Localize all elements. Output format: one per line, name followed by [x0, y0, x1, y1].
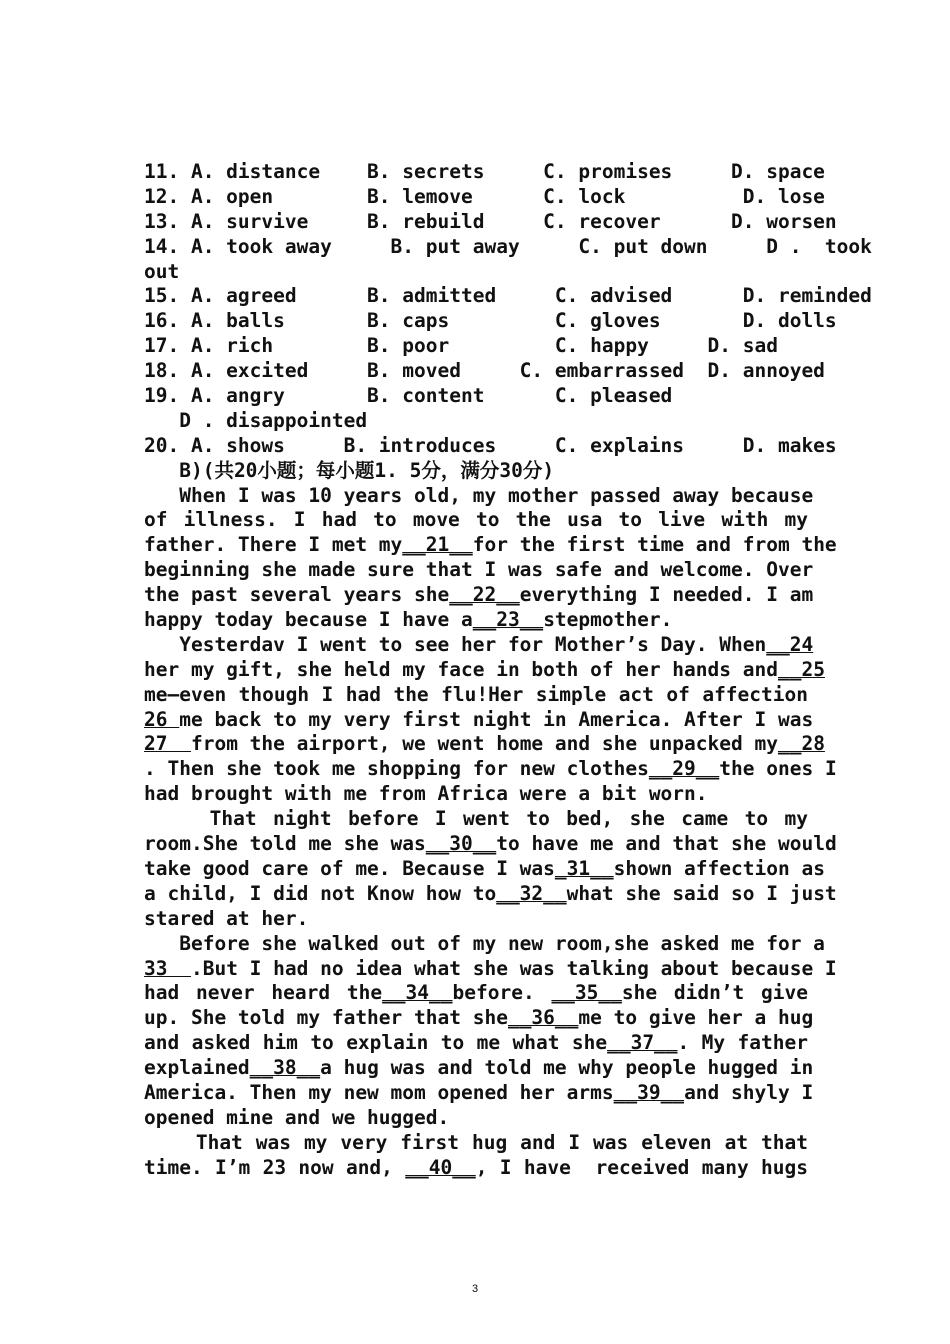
passage-line	[144, 1056, 814, 1081]
passage-text: her my gift, she held my face in both of her hands and	[144, 657, 778, 681]
passage-text: to have me and that she would	[496, 832, 837, 856]
passage-text: had brought with me from Africa were a bit worn.	[144, 782, 708, 806]
passage-text: When I was 10 years old, my mother passed away because	[144, 483, 814, 507]
option-line: 14. A. took away B. put away C. put down D . took	[144, 234, 872, 258]
passage-text: take good care of me. Because I was	[144, 856, 555, 880]
blank: 33	[144, 956, 191, 980]
passage-text: .But I had no idea what she was talking about because I	[190, 956, 837, 980]
passage-text: a hug was and told me why people hugged in	[320, 1056, 814, 1080]
passage-text: what she said so I just	[566, 881, 837, 905]
passage-line	[144, 782, 808, 807]
passage-text: from the airport, we went home and she unpacked my	[190, 732, 778, 756]
blank: __35__	[551, 981, 622, 1005]
passage-line	[144, 856, 825, 882]
section-heading: B)(共20小题；每小题1. 5分，满分30分)	[144, 458, 555, 482]
passage-line	[144, 881, 837, 907]
passage-text: beginning she made sure that I was safe and welcome. Over	[144, 558, 814, 582]
option-line: 13. A. survive B. rebuild C. recover D. worsen	[144, 209, 837, 233]
passage-text: Before she walked out of my new room,she asked me for a	[144, 931, 825, 955]
passage-line	[144, 583, 814, 608]
blank: 27	[144, 732, 191, 756]
blank: __36__	[507, 1006, 579, 1030]
blank: __21__	[402, 533, 473, 557]
option-line: 11. A. distance B. secrets C. promises D. space	[144, 160, 825, 183]
passage-text: me—even though I had the flu!Her simple act of affection	[144, 682, 808, 706]
passage-text: Yesterdav I went to see her for Mother’s Day. When	[144, 632, 767, 656]
answer-options	[144, 160, 872, 459]
option-line: 20. A. shows B. introduces C. explains D. makes	[144, 433, 837, 457]
passage-text: time. I’m 23 now and,	[144, 1155, 406, 1179]
passage-text: the past several years she	[144, 583, 450, 607]
option-line: 18. A. excited B. moved C. embarrassed D. annoyed	[144, 359, 825, 383]
passage-line	[144, 1080, 814, 1106]
passage-text: explained	[144, 1056, 250, 1080]
option-line: 12. A. open B. lemove C. lock D. lose	[144, 184, 825, 208]
passage-line	[144, 632, 814, 658]
passage-text: of illness. I had to move to the usa to live with my	[144, 508, 808, 532]
passage-text: shown affection as	[613, 856, 825, 880]
blank: __40__	[405, 1155, 476, 1179]
blank: __38__	[249, 1056, 321, 1080]
passage-text: the ones I	[719, 757, 837, 781]
passage-line	[144, 981, 808, 1006]
passage-line	[144, 533, 837, 558]
passage-text: had never heard the	[144, 981, 383, 1005]
passage-line	[144, 707, 814, 733]
page-number: 3	[471, 1283, 479, 1295]
blank: __24	[766, 632, 814, 656]
passage-line	[144, 683, 808, 708]
passage-line	[144, 931, 825, 957]
passage-text: . My father	[677, 1031, 808, 1055]
passage-text: happy today because I have a	[144, 608, 473, 632]
passage-text: opened mine and we hugged.	[144, 1105, 450, 1129]
passage-line	[144, 1031, 808, 1056]
passage-line	[144, 907, 808, 932]
passage-text: America. Then my new mom opened her arms	[144, 1080, 614, 1104]
passage-line	[144, 732, 825, 757]
blank: __23__	[472, 608, 544, 632]
passage-line	[144, 1131, 808, 1156]
option-line: 15. A. agreed B. admitted C. advised D. reminded	[144, 284, 872, 308]
passage-line	[144, 832, 837, 857]
passage-text: That night before I went to bed, she came to my	[144, 807, 808, 831]
blank: __29__	[648, 757, 720, 781]
passage-line	[144, 558, 814, 583]
document-page	[144, 160, 872, 1181]
passage-line	[144, 956, 837, 982]
passage-text: . Then she took me shopping for new clothes	[144, 757, 649, 781]
passage-text: , I have received many hugs	[475, 1155, 808, 1179]
passage-line	[144, 1006, 814, 1031]
passage-line	[144, 608, 808, 633]
passage-line	[144, 807, 808, 832]
blank: __32__	[496, 881, 567, 905]
passage-line	[144, 1156, 808, 1181]
blank: __34__	[382, 981, 453, 1005]
blank: __37__	[607, 1031, 678, 1055]
option-line: out	[144, 259, 180, 283]
passage-text: That was my very first hug and I was eleven at that	[144, 1130, 808, 1154]
blank: __28	[777, 732, 825, 756]
option-line: 17. A. rich B. poor C. happy D. sad	[144, 334, 778, 358]
passage-line	[144, 508, 808, 533]
passage-text: me to give her a hug	[578, 1006, 814, 1030]
passage-text: stepmother.	[543, 608, 673, 632]
passage-text: and shyly I	[684, 1080, 814, 1104]
passage-text: she didn’t give	[621, 981, 808, 1005]
option-line: D . disappointed	[144, 408, 368, 432]
passage-line	[144, 657, 825, 683]
passage-line	[144, 1106, 808, 1131]
blank: __25	[777, 657, 825, 681]
blank: __30__	[425, 832, 497, 856]
passage-text: everything I needed. I am	[519, 583, 814, 607]
blank: __39__	[613, 1080, 685, 1104]
passage-line	[144, 757, 837, 782]
passage-text: room.She told me she was	[144, 832, 426, 856]
passage-text: before.	[452, 981, 552, 1005]
passage-text: stared at her.	[144, 906, 309, 930]
passage-text: father. There I met my	[144, 533, 403, 557]
blank: _31__	[554, 856, 614, 880]
passage-text: me back to my very first night in America. After I was	[179, 707, 814, 731]
passage-text: for the first time and from the	[472, 533, 837, 557]
blank: __22__	[449, 583, 520, 607]
passage-text: a child, I did not Know how to	[144, 881, 497, 905]
blank: 26	[144, 707, 180, 731]
passage-line	[144, 483, 814, 509]
passage-text: and asked him to explain to me what she	[144, 1031, 608, 1055]
passage-text: up. She told my father that she	[144, 1006, 508, 1030]
option-line: 16. A. balls B. caps C. gloves D. dolls	[144, 309, 837, 333]
cloze-passage	[144, 483, 837, 1181]
option-line: 19. A. angry B. content C. pleased	[144, 384, 673, 408]
